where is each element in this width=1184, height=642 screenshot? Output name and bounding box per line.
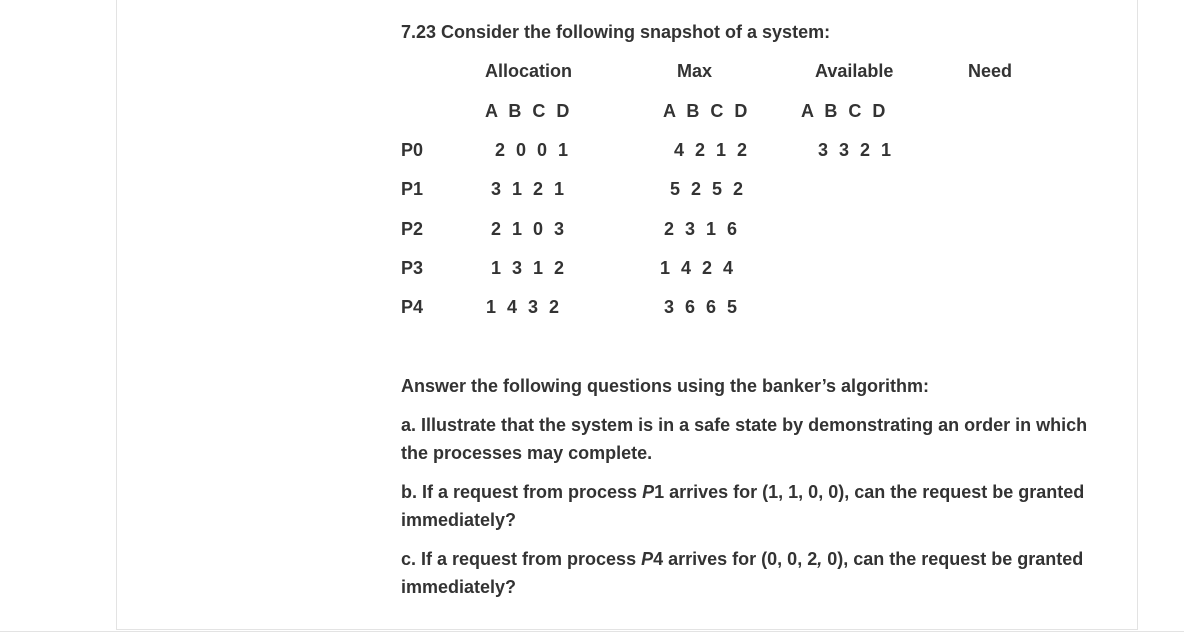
subheader-available: A B C D — [801, 101, 889, 121]
subheader-allocation: A B C D — [485, 101, 573, 121]
header-max: Max — [677, 61, 713, 81]
process-letter: P — [641, 549, 654, 569]
question-c-post: 0), can the request be granted immediately? — [401, 549, 1084, 597]
question-c-request: arrives for (0, 0, 2 — [663, 549, 818, 569]
header-available: Available — [815, 61, 894, 81]
question-c-pre: c. If a request from process — [401, 549, 642, 569]
process-name: P2 — [401, 219, 424, 239]
allocation-cell: 1 4 3 2 — [486, 297, 563, 317]
max-cell: 2 3 1 6 — [664, 219, 741, 239]
divider — [0, 631, 1184, 632]
questions-intro: Answer the following questions using the banker’s algorithm: — [401, 376, 930, 396]
max-cell: 5 2 5 2 — [670, 179, 747, 199]
subheader-max: A B C D — [663, 101, 751, 121]
available-cell: 3 3 2 1 — [818, 140, 895, 160]
question-a: a. Illustrate that the system is in a safe state by demonstrating an order in which the processes may complete. — [401, 415, 1088, 463]
max-cell: 1 4 2 4 — [660, 258, 737, 278]
header-allocation: Allocation — [485, 61, 573, 81]
process-name: P3 — [401, 258, 424, 278]
allocation-cell: 1 3 1 2 — [491, 258, 568, 278]
allocation-cell: 2 0 0 1 — [495, 140, 572, 160]
process-number: 1 — [654, 482, 665, 502]
process-name: P0 — [401, 140, 424, 160]
question-c-comma: , — [817, 549, 823, 569]
process-number: 4 — [653, 549, 664, 569]
problem-title: 7.23 Consider the following snapshot of a system: — [401, 22, 831, 42]
allocation-cell: 3 1 2 1 — [491, 179, 568, 199]
question-b — [401, 478, 1091, 534]
process-name: P4 — [401, 297, 424, 317]
header-need: Need — [968, 61, 1013, 81]
process-name: P1 — [401, 179, 424, 199]
process-letter: P — [642, 482, 655, 502]
question-c — [401, 545, 1091, 601]
allocation-cell: 2 1 0 3 — [491, 219, 568, 239]
question-b-pre: b. If a request from process — [401, 482, 643, 502]
question-b-request: arrives for (1, 1, 0, 0 — [664, 482, 839, 502]
question-b-post: ), can the request be granted immediately? — [401, 482, 1085, 530]
max-cell: 4 2 1 2 — [674, 140, 751, 160]
max-cell: 3 6 6 5 — [664, 297, 741, 317]
content-panel — [116, 0, 1138, 630]
